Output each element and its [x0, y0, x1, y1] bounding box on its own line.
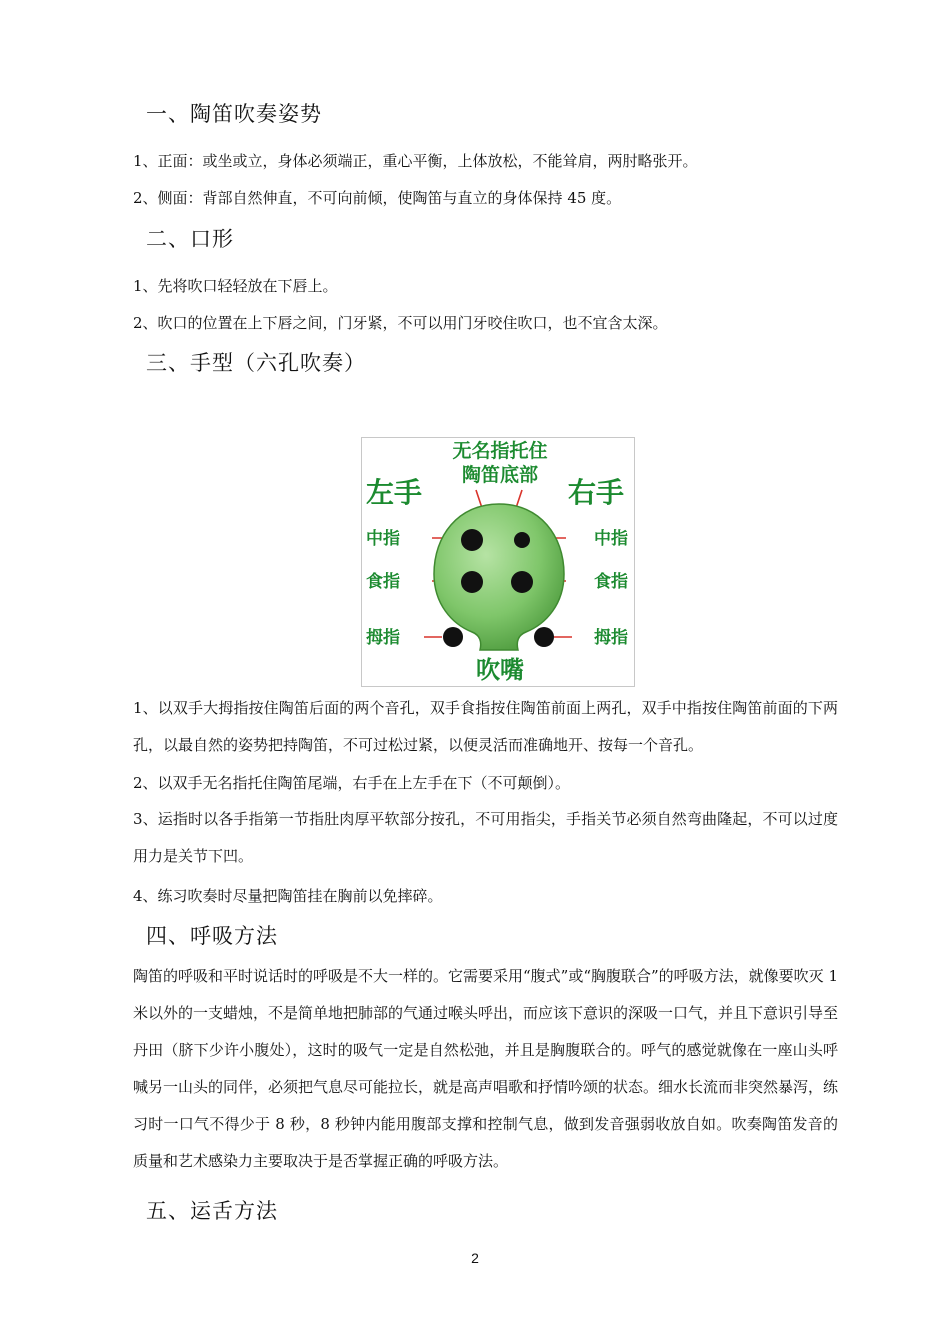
- finger-hole: [461, 571, 483, 593]
- label-right-hand: 右手: [568, 476, 625, 509]
- ocarina-diagram: [362, 438, 634, 686]
- section-heading-breathing: 四、呼吸方法: [146, 924, 278, 948]
- list-item: 4、练习吹奏时尽量把陶笛挂在胸前以免摔碎。: [133, 887, 443, 905]
- ocarina-fingering-figure: [361, 437, 635, 687]
- list-item: 1、正面：或坐或立，身体必须端正，重心平衡，上体放松，不能耸肩，两肘略张开。: [133, 152, 698, 170]
- label-ring-finger: 无名指托住: [452, 440, 548, 462]
- finger-hole: [514, 532, 530, 548]
- finger-hole: [511, 571, 533, 593]
- label-thumb-right: 拇指: [594, 628, 628, 648]
- list-item: 1、以双手大拇指按住陶笛后面的两个音孔，双手食指按住陶笛前面上两孔，双手中指按住陶笛前面的下两孔，以最自然的姿势把持陶笛，不可过松过紧，以便灵活而准确地开、按每一个音孔。: [133, 699, 838, 754]
- label-index-finger-right: 食指: [594, 572, 628, 592]
- label-ocarina-bottom: 陶笛底部: [461, 464, 539, 486]
- section-heading-posture: 一、陶笛吹奏姿势: [146, 102, 322, 126]
- thumb-hole: [534, 627, 554, 647]
- list-item: 3、运指时以各手指第一节指肚肉厚平软部分按孔，不可用指尖，手指关节必须自然弯曲隆起，不可以过度用力是关节下凹。: [133, 810, 838, 865]
- list-item: 2、侧面：背部自然伸直，不可向前倾，使陶笛与直立的身体保持 45 度。: [133, 189, 622, 207]
- label-left-hand: 左手: [366, 476, 423, 509]
- list-item: 1、先将吹口轻轻放在下唇上。: [133, 277, 338, 295]
- section-heading-hand-position: 三、手型（六孔吹奏）: [146, 351, 366, 375]
- list-item: 2、吹口的位置在上下唇之间，门牙紧，不可以用门牙咬住吹口，也不宜含太深。: [133, 314, 668, 332]
- thumb-hole: [443, 627, 463, 647]
- finger-hole: [461, 529, 483, 551]
- page-number: 2: [471, 1250, 479, 1266]
- breathing-paragraph: 陶笛的呼吸和平时说话时的呼吸是不大一样的。它需要采用“腹式”或“胸腹联合”的呼吸方法，就像要吹灭 1 米以外的一支蜡烛，不是简单地把肺部的气通过喉头呼出，而应该下意识的深吸一口气，并且下意识引导至丹田（脐下少许小腹处），这时的吸气一定是自然松弛，并且是胸腹联合的。呼气的感觉就像在一座山头呼喊另一山头的同伴，必须把气息尽可能拉长，就是高声唱歌和抒情吟颂的状态。细水长流而非突然暴泻，练习时一口气不得少于 8 秒，8 秒钟内能用腹部支撑和控制气息，做到发音强弱收放自如。吹奏陶笛发音的质量和艺术感染力主要取决于是否掌握正确的呼吸方法。: [133, 967, 839, 1170]
- label-mouthpiece: 吹嘴: [476, 656, 524, 684]
- list-item: 2、以双手无名指托住陶笛尾端，右手在上左手在下（不可颠倒）。: [133, 774, 571, 792]
- label-index-finger-left: 食指: [366, 572, 400, 592]
- label-middle-finger-left: 中指: [366, 529, 400, 549]
- label-middle-finger-right: 中指: [594, 529, 628, 549]
- section-heading-mouth-shape: 二、口形: [146, 227, 234, 251]
- section-heading-tonguing: 五、运舌方法: [146, 1199, 278, 1223]
- label-thumb-left: 拇指: [366, 628, 400, 648]
